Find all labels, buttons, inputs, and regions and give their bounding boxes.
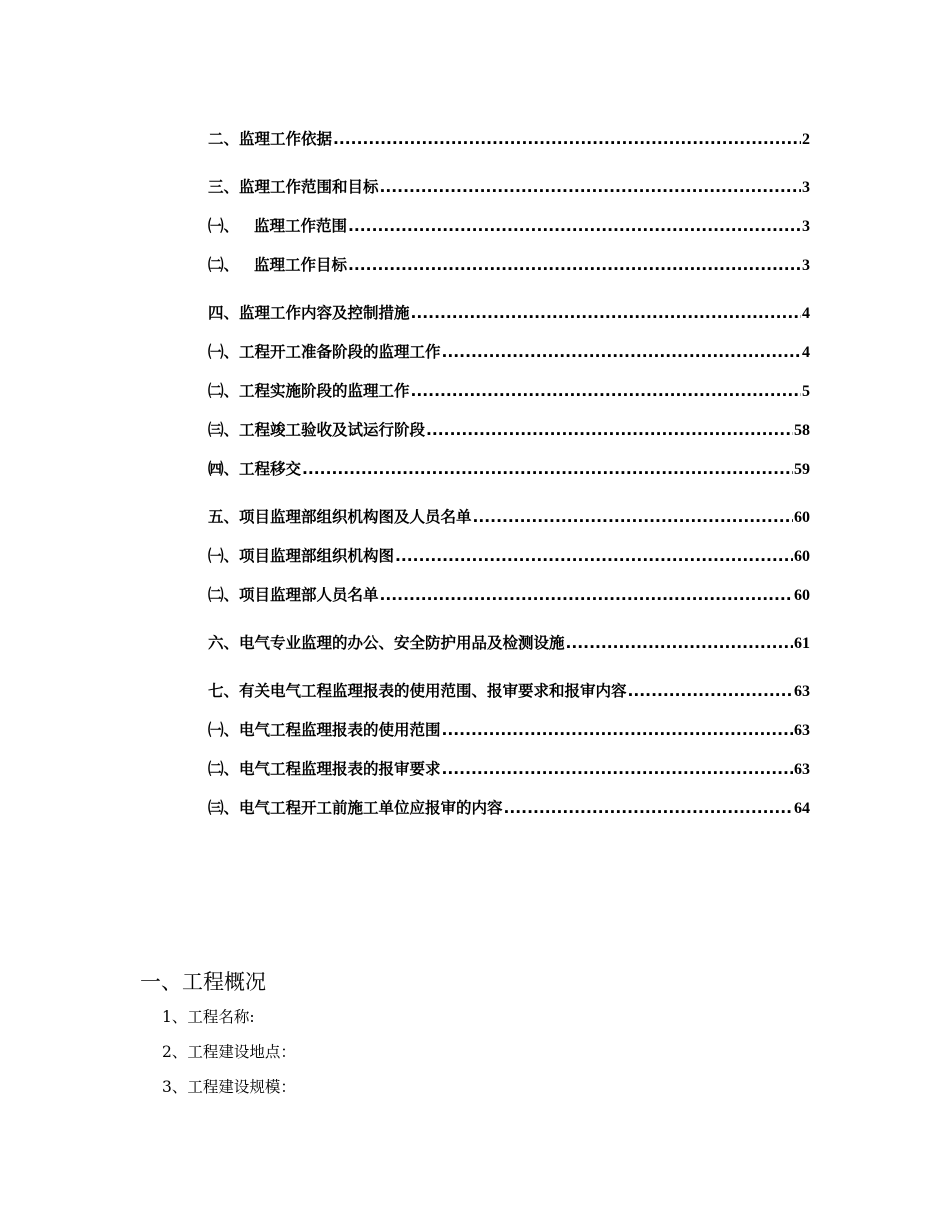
section-overview <box>140 964 296 1105</box>
toc-entry-label: ㈣、工程移交 <box>208 460 302 478</box>
toc-entry-number: ㈡、 <box>208 256 240 274</box>
toc-entry-label: ㈢、电气工程开工前施工单位应报审的内容 <box>208 799 503 817</box>
toc-entry-label <box>208 246 347 285</box>
toc-dot-leader <box>442 333 801 372</box>
toc-entry-label: ㈠、电气工程监理报表的使用范围 <box>208 721 441 739</box>
toc-entry[interactable] <box>208 672 810 711</box>
toc-page-number: 63 <box>794 683 810 700</box>
toc-entry[interactable] <box>208 168 810 207</box>
toc-dot-leader <box>628 672 793 711</box>
toc-entry-label: ㈡、电气工程监理报表的报审要求 <box>208 760 441 778</box>
section-item: 3、工程建设规模： <box>162 1078 296 1096</box>
toc-entry-label: ㈡、项目监理部人员名单 <box>208 586 379 604</box>
toc-page-number: 64 <box>794 800 810 817</box>
toc-page-number: 63 <box>794 722 810 739</box>
toc-dot-leader <box>504 789 793 828</box>
toc-entry[interactable] <box>208 576 810 615</box>
toc-page-number: 3 <box>802 179 810 196</box>
toc-entry-label: ㈠、项目监理部组织机构图 <box>208 547 395 565</box>
toc-entry[interactable] <box>208 372 810 411</box>
toc-page-number: 60 <box>794 548 810 565</box>
toc-entry[interactable] <box>208 624 810 663</box>
toc-dot-leader <box>566 624 793 663</box>
toc-page-number: 2 <box>802 131 810 148</box>
toc-dot-leader <box>348 207 801 246</box>
toc-entry[interactable] <box>208 498 810 537</box>
toc-page-number: 60 <box>794 509 810 526</box>
toc-entry-label: 二、监理工作依据 <box>208 130 333 148</box>
toc-entry-label: ㈡、工程实施阶段的监理工作 <box>208 382 410 400</box>
toc-entry-title: 监理工作范围 <box>254 217 348 235</box>
toc-dot-leader <box>333 120 801 159</box>
toc-page-number: 4 <box>802 305 810 322</box>
toc-dot-leader <box>411 372 801 411</box>
toc-entry[interactable] <box>208 120 810 159</box>
section-item: 2、工程建设地点： <box>162 1043 296 1061</box>
toc-entry[interactable] <box>208 711 810 750</box>
toc-page-number: 60 <box>794 587 810 604</box>
toc-entry[interactable] <box>208 333 810 372</box>
toc-entry-label: 三、监理工作范围和目标 <box>208 178 379 196</box>
toc-dot-leader <box>380 168 801 207</box>
toc-page-number: 3 <box>802 257 810 274</box>
toc-entry[interactable] <box>208 789 810 828</box>
toc-dot-leader <box>426 411 793 450</box>
toc-page-number: 63 <box>794 761 810 778</box>
toc-entry-label <box>208 207 347 246</box>
section-heading: 一、工程概况 <box>140 970 266 994</box>
toc-entry-label: 五、项目监理部组织机构图及人员名单 <box>208 508 472 526</box>
table-of-contents <box>208 120 810 828</box>
toc-entry-number: ㈠、 <box>208 217 240 235</box>
toc-entry-label: 七、有关电气工程监理报表的使用范围、报审要求和报审内容 <box>208 682 627 700</box>
toc-dot-leader <box>395 537 793 576</box>
toc-dot-leader <box>348 246 801 285</box>
toc-entry-label: ㈢、工程竣工验收及试运行阶段 <box>208 421 426 439</box>
toc-entry[interactable] <box>208 537 810 576</box>
toc-page-number: 61 <box>794 635 810 652</box>
toc-entry-title: 监理工作目标 <box>254 256 348 274</box>
toc-entry-label: ㈠、工程开工准备阶段的监理工作 <box>208 343 441 361</box>
toc-page-number: 4 <box>802 344 810 361</box>
section-item-list <box>162 1000 296 1105</box>
toc-dot-leader <box>302 450 793 489</box>
toc-entry[interactable] <box>208 450 810 489</box>
toc-entry[interactable] <box>208 246 810 285</box>
toc-dot-leader <box>380 576 793 615</box>
toc-entry[interactable] <box>208 750 810 789</box>
toc-dot-leader <box>442 750 793 789</box>
toc-entry[interactable] <box>208 411 810 450</box>
toc-entry-label: 四、监理工作内容及控制措施 <box>208 304 410 322</box>
toc-dot-leader <box>442 711 793 750</box>
section-item: 1、工程名称: <box>162 1008 255 1026</box>
toc-entry-label: 六、电气专业监理的办公、安全防护用品及检测设施 <box>208 634 565 652</box>
toc-entry[interactable] <box>208 207 810 246</box>
toc-page-number: 5 <box>802 383 810 400</box>
toc-page-number: 3 <box>802 218 810 235</box>
toc-page-number: 59 <box>794 461 810 478</box>
toc-entry[interactable] <box>208 294 810 333</box>
toc-dot-leader <box>411 294 801 333</box>
toc-dot-leader <box>473 498 793 537</box>
toc-page-number: 58 <box>794 422 810 439</box>
